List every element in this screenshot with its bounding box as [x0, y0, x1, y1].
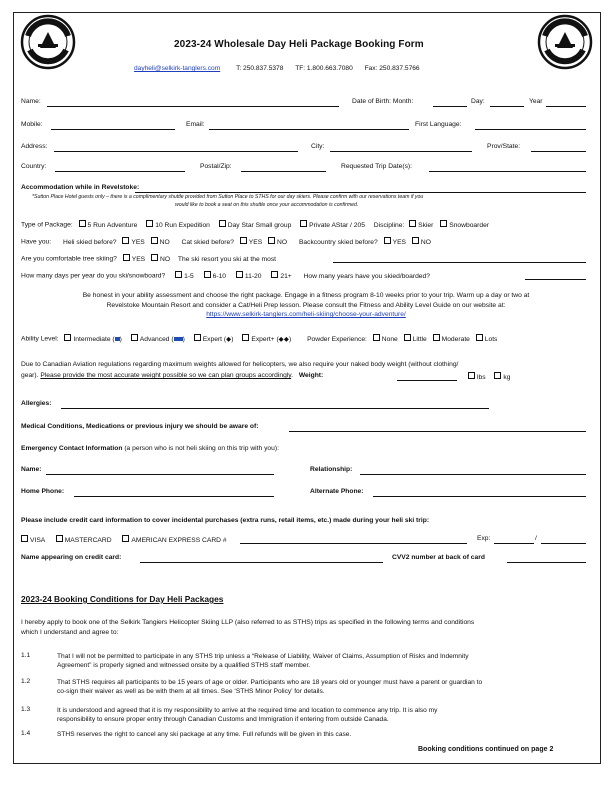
accommodation-note-2: would like to book a seat on this shuttle once your accommodation is confirmed.: [175, 202, 359, 208]
heli-yes[interactable]: YES: [122, 239, 144, 246]
advice-line-1: Be honest in your ability assessment and choose the right package. Engage in a fitness program 8-10 weeks prior to your trip. Warm up a day or two at: [82, 292, 530, 299]
advice-url-link[interactable]: https://www.selkirk-tanglers.com/heli-skiing/choose-your-adventure/: [206, 311, 406, 319]
backcountry-no[interactable]: NO: [412, 239, 431, 246]
accommodation-note-1: *Sutton Place Hotel guests only – there is a complimentary shuttle provided from Sutton Place to STHS for our day skiers. Please confirm with our reservations team if you: [32, 194, 424, 200]
selkirk-tangiers-logo-right: [537, 14, 593, 70]
home-phone-label: Home Phone:: [21, 488, 65, 495]
medical-field[interactable]: [289, 431, 586, 432]
advice-paragraph: [13, 291, 599, 320]
dob-day-field[interactable]: [490, 106, 524, 107]
resort-most-field[interactable]: [333, 262, 586, 263]
checkbox[interactable]: [204, 271, 211, 278]
emergency-sublabel: (a person who is not heli skiing on this trip with you):: [124, 445, 279, 452]
trip-dates-field[interactable]: [429, 171, 586, 172]
country-label: Country:: [21, 163, 47, 170]
weight-line-1: Due to Canadian Aviation regulations regarding maximum weights allowed for helicopters, we also require your naked body weight (without clothing/: [21, 361, 459, 368]
package-option-5run[interactable]: 5 Run Adventure: [79, 222, 138, 229]
prov-label: Prov/State:: [487, 143, 521, 150]
checkbox[interactable]: [122, 237, 129, 244]
email-link[interactable]: dayheli@selkirk-tanglers.com: [134, 65, 221, 72]
condition-item: [57, 678, 587, 696]
card-mastercard[interactable]: MASTERCARD: [56, 537, 112, 544]
home-phone-field[interactable]: [74, 496, 274, 497]
checkbox[interactable]: [64, 334, 71, 341]
email-field[interactable]: [209, 129, 409, 130]
weight-field[interactable]: [397, 380, 457, 381]
checkbox[interactable]: [404, 334, 411, 341]
double-blue-square-icon: [174, 337, 183, 341]
payment-intro: Please include credit card information to cover incidental purchases (extra runs, retail items, etc.) made during your heli ski trip:: [21, 517, 430, 524]
ability-label: Ability Level:: [21, 335, 59, 343]
dob-label: Date of Birth: Month:: [352, 98, 414, 105]
address-field[interactable]: [54, 151, 298, 152]
ability-intermediate[interactable]: Intermediate ( ): [64, 336, 122, 343]
checkbox[interactable]: [56, 535, 63, 542]
resort-most-label: The ski resort you ski at the most: [177, 255, 277, 263]
conditions-heading: 2023-24 Booking Conditions for Day Heli Packages: [21, 594, 224, 604]
checkbox[interactable]: [409, 220, 416, 227]
checkbox[interactable]: [240, 237, 247, 244]
weight-line-2: gear). Please provide the most accurate weight possible so we can plan groups accordingly. Weight:: [21, 372, 324, 379]
years-field[interactable]: [525, 279, 586, 280]
tree-yes[interactable]: YES: [123, 256, 145, 263]
checkbox[interactable]: [440, 220, 447, 227]
conditions-intro: [21, 618, 587, 637]
checkbox[interactable]: [373, 334, 380, 341]
checkbox[interactable]: [242, 334, 249, 341]
checkbox[interactable]: [300, 220, 307, 227]
days-per-year-label: How many days per year do you ski/snowboard?: [21, 272, 166, 280]
days-row: [21, 271, 430, 280]
emergency-heading: [21, 445, 279, 452]
emergency-name-label: Name:: [21, 466, 42, 473]
address-label: Address:: [21, 143, 48, 150]
ability-row: [21, 334, 497, 343]
heli-no[interactable]: NO: [151, 239, 170, 246]
cat-yes[interactable]: YES: [240, 239, 262, 246]
tree-no[interactable]: NO: [151, 256, 170, 263]
relationship-field[interactable]: [360, 474, 586, 475]
relationship-label: Relationship:: [310, 466, 353, 473]
checkbox[interactable]: [146, 220, 153, 227]
powder-little[interactable]: Little: [404, 336, 427, 343]
name-on-card-label: Name appearing on credit card:: [21, 554, 122, 561]
discipline-skier[interactable]: Skier: [409, 222, 433, 229]
advice-line-2: Revelstoke Mountain Resort and consider a Cat/Heli Prep lesson. Please consult the Fitness and Ability Level Guide on our website at:: [106, 301, 506, 309]
checkbox[interactable]: [79, 220, 86, 227]
condition-item: [57, 730, 587, 739]
discipline-label: Discipline:: [373, 221, 405, 229]
exp-separator: /: [535, 535, 537, 542]
condition-text: It is understood and agreed that it is my responsibility to arrive at the required time and location to commence any trip. It is also my: [57, 707, 438, 714]
checkbox[interactable]: [468, 372, 475, 379]
checkbox[interactable]: [122, 535, 129, 542]
discipline-snowboarder[interactable]: Snowboarder: [440, 222, 489, 229]
checkbox[interactable]: [494, 372, 501, 379]
tollfree-number: TF: 1.800.663.7080: [295, 65, 353, 72]
checkbox[interactable]: [151, 254, 158, 261]
weight-gear-text: gear).: [21, 372, 39, 379]
condition-number: 1.1: [21, 652, 31, 659]
backcountry-label: Backcountry skied before?: [298, 238, 378, 246]
country-field[interactable]: [55, 171, 185, 172]
postal-label: Postal/Zip:: [200, 163, 232, 170]
emergency-label: Emergency Contact Information: [21, 445, 123, 452]
contact-line: [134, 65, 420, 72]
unit-lbs[interactable]: lbs: [468, 374, 486, 381]
condition-text: That I will not be permitted to participate in any STHS trip unless a “Release of Liability, Waiver of Claims, Assumption of Risks and Indemnity: [57, 653, 469, 660]
allergies-label: Allergies:: [21, 400, 52, 407]
days-6-10[interactable]: 6-10: [204, 273, 226, 280]
checkbox[interactable]: [412, 237, 419, 244]
card-type-row: [21, 535, 227, 544]
condition-number: 1.3: [21, 706, 31, 713]
package-row: [21, 220, 489, 229]
phone-number: T: 250.837.5378: [236, 65, 284, 72]
prov-field[interactable]: [531, 151, 586, 152]
condition-text: responsibility to ensure proper entry through Canadian Customs and Immigration if entering from outside Canada.: [57, 716, 389, 724]
checkbox[interactable]: [151, 237, 158, 244]
checkbox[interactable]: [271, 271, 278, 278]
powder-lots[interactable]: Lots: [476, 336, 498, 343]
unit-kg[interactable]: kg: [494, 374, 510, 381]
city-field[interactable]: [330, 151, 472, 152]
have-you-row: [21, 237, 431, 246]
ability-expert[interactable]: Expert (◆): [194, 336, 234, 343]
card-amex[interactable]: AMERICAN EXPRESS CARD #: [122, 537, 226, 544]
package-label: Type of Package:: [21, 221, 73, 229]
mobile-field[interactable]: [51, 129, 175, 130]
condition-item: [57, 652, 587, 670]
dob-month-field[interactable]: [433, 106, 467, 107]
checkbox[interactable]: [384, 237, 391, 244]
package-option-daystar[interactable]: Day Star Small group: [219, 222, 292, 229]
exp-month-field[interactable]: [494, 543, 534, 544]
fax-number: Fax: 250.837.5766: [364, 65, 420, 72]
allergies-field[interactable]: [61, 408, 489, 409]
city-label: City:: [311, 143, 325, 150]
checkbox[interactable]: [194, 334, 201, 341]
day-label: Day:: [471, 98, 485, 105]
checkbox[interactable]: [268, 237, 275, 244]
checkbox[interactable]: [219, 220, 226, 227]
weight-units: [468, 372, 511, 381]
form-title: 2023-24 Wholesale Day Heli Package Booking Form: [174, 39, 424, 50]
cvv-field[interactable]: [507, 562, 586, 563]
checkbox[interactable]: [476, 334, 483, 341]
first-language-field[interactable]: [475, 129, 586, 130]
alt-phone-label: Alternate Phone:: [310, 488, 364, 495]
powder-none[interactable]: None: [373, 336, 398, 343]
condition-text: That STHS requires all participants to be 15 years of age or older. Participants who are 18 years old or younger must have a parent or guardian to: [57, 679, 483, 686]
days-1-5[interactable]: 1-5: [175, 273, 194, 280]
package-option-private[interactable]: Private AStar / 205: [300, 222, 365, 229]
have-you-label: Have you:: [21, 238, 52, 246]
dob-year-field[interactable]: [546, 106, 586, 107]
cvv-label: CVV2 number at back of card: [392, 554, 485, 561]
package-option-10run[interactable]: 10 Run Expedition: [146, 222, 210, 229]
backcountry-yes[interactable]: YES: [384, 239, 406, 246]
name-label: Name:: [21, 98, 41, 105]
emergency-name-field[interactable]: [46, 474, 274, 475]
condition-number: 1.4: [21, 730, 31, 737]
alt-phone-field[interactable]: [373, 496, 586, 497]
card-visa[interactable]: VISA: [21, 537, 45, 544]
days-11-20[interactable]: 11-20: [236, 273, 262, 280]
exp-year-field[interactable]: [541, 543, 586, 544]
checkbox[interactable]: [123, 254, 130, 261]
checkbox[interactable]: [21, 535, 28, 542]
cat-no[interactable]: NO: [268, 239, 287, 246]
weight-label: Weight:: [298, 372, 324, 379]
conditions-intro-line-2: which I understand and agree to:: [21, 628, 119, 636]
card-number-field[interactable]: [240, 543, 467, 544]
condition-text: STHS reserves the right to cancel any ski package at any time. Full refunds will be given in this case.: [57, 731, 352, 738]
conditions-intro-line-1: I hereby apply to book one of the Selkirk Tangiers Helicopter Skiing LLP (also referred to as STHS) trips as specified in the following terms and conditions: [21, 619, 475, 626]
condition-item: [57, 706, 587, 724]
tree-row: [21, 254, 276, 263]
ability-advanced[interactable]: Advanced ( ): [131, 336, 185, 343]
year-label: Year: [529, 98, 543, 105]
days-21plus[interactable]: 21+: [271, 273, 291, 280]
continued-note: Booking conditions continued on page 2: [418, 746, 554, 753]
postal-field[interactable]: [241, 171, 326, 172]
mobile-label: Mobile:: [21, 121, 43, 128]
first-language-label: First Language:: [415, 121, 462, 128]
condition-text: co-sign their waiver as well as be with them at all times. See ‘STHS Minor Policy’ for details.: [57, 688, 325, 696]
checkbox[interactable]: [175, 271, 182, 278]
tree-skiing-label: Are you comfortable tree skiing?: [21, 255, 117, 263]
condition-number: 1.2: [21, 678, 31, 685]
powder-moderate[interactable]: Moderate: [433, 336, 470, 343]
name-field[interactable]: [47, 106, 339, 107]
powder-label: Powder Experience:: [307, 335, 367, 343]
medical-label: Medical Conditions, Medications or previous injury we should be aware of:: [21, 423, 259, 430]
checkbox[interactable]: [433, 334, 440, 341]
cat-skied-label: Cat skied before?: [181, 238, 234, 246]
years-label: How many years have you skied/boarded?: [303, 272, 430, 280]
ability-expert-plus[interactable]: Expert+ (◆◆): [242, 336, 291, 343]
accommodation-field[interactable]: [135, 192, 586, 193]
accommodation-label: Accommodation while in Revelstoke:: [21, 184, 140, 191]
exp-label: Exp:: [477, 535, 491, 542]
condition-text: Agreement” is properly signed and witnessed onsite by a qualified STHS staff member.: [57, 662, 311, 670]
heli-skied-label: Heli skied before?: [62, 238, 117, 246]
weight-accuracy-text: Please provide the most accurate weight possible so we can plan groups accordingly: [40, 372, 292, 379]
trip-dates-label: Requested Trip Date(s):: [341, 163, 412, 170]
email-label: Email:: [186, 121, 205, 128]
selkirk-tangiers-logo-left: [20, 14, 76, 70]
checkbox[interactable]: [236, 271, 243, 278]
name-on-card-field[interactable]: [140, 562, 383, 563]
checkbox[interactable]: [131, 334, 138, 341]
